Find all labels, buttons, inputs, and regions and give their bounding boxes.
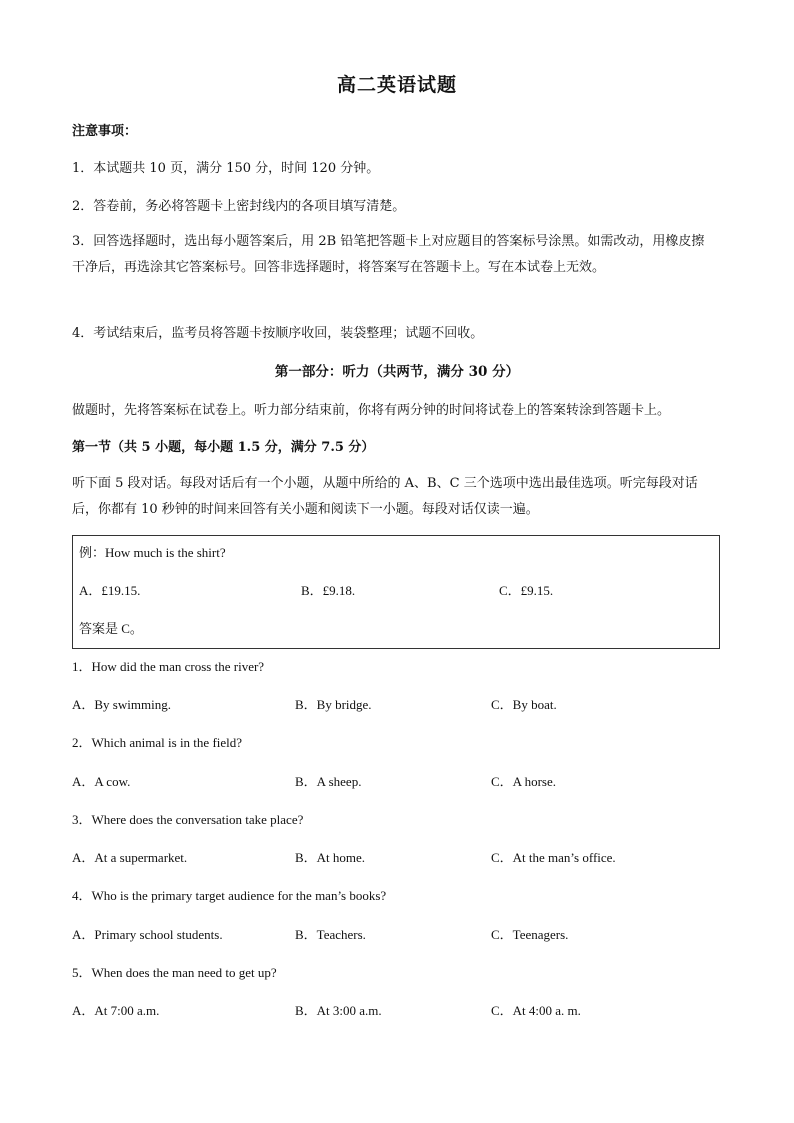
question-4-option-c: C．Teenagers. [491, 927, 569, 942]
question-2-stem: 2．Which animal is in the field? [72, 735, 243, 750]
question-3-option-c: C．At the man’s office. [491, 850, 616, 865]
question-5-option-b: B．At 3:00 a.m. [295, 1003, 382, 1018]
question-3-stem: 3．Where does the conversation take place? [72, 812, 304, 827]
question-4-option-b: B．Teachers. [295, 927, 366, 942]
question-1-stem: 1．How did the man cross the river? [72, 659, 265, 674]
part1-title: 第一部分：听力（共两节，满分 30 分） [274, 364, 520, 380]
section1-instruction: 听下面 5 段对话。每段对话后有一个小题，从题中所给的 A、B、C 三个选项中选出最佳选项。听完每段对话后，你都有 10 秒钟的时间来回答有关小题和阅读下一小题。每段对话仅读一遍。 [72, 476, 698, 517]
example-question: 例：How much is the shirt? [79, 545, 226, 560]
example-option-c: C．£9.15. [499, 583, 554, 598]
question-5-option-c: C．At 4:00 a. m. [491, 1003, 581, 1018]
notice-item-1: 1．本试题共 10 页，满分 150 分，时间 120 分钟。 [72, 161, 380, 176]
example-option-a: A．£19.15. [79, 583, 141, 598]
notice-item-4: 4．考试结束后，监考员将答题卡按顺序收回，装袋整理；试题不回收。 [72, 326, 484, 341]
question-5-option-a: A．At 7:00 a.m. [72, 1003, 160, 1018]
question-2-option-b: B．A sheep. [295, 774, 362, 789]
question-1-option-a: A．By swimming. [72, 697, 171, 712]
question-3-option-b: B．At home. [295, 850, 366, 865]
example-box [72, 535, 720, 649]
question-4-option-a: A．Primary school students. [72, 927, 223, 942]
notice-heading: 注意事项： [72, 124, 138, 139]
example-option-b: B．£9.18. [301, 583, 356, 598]
question-1-option-b: B．By bridge. [295, 697, 372, 712]
question-2-option-c: C．A horse. [491, 774, 557, 789]
notice-item-2: 2．答卷前，务必将答题卡上密封线内的各项目填写清楚。 [72, 199, 406, 214]
question-1-option-c: C．By boat. [491, 697, 557, 712]
question-3-option-a: A．At a supermarket. [72, 850, 188, 865]
notice-item-3: 3．回答选择题时，选出每小题答案后，用 2B 铅笔把答题卡上对应题目的答案标号涂黑。如需改动，用橡皮擦干净后，再选涂其它答案标号。回答非选择题时，将答案写在答题卡上。写在本试卷上无效。 [72, 234, 705, 275]
section1-title: 第一节（共 5 小题，每小题 1.5 分，满分 7.5 分） [72, 440, 375, 455]
question-2-option-a: A．A cow. [72, 774, 131, 789]
example-answer: 答案是 C。 [79, 621, 143, 636]
part1-instruction: 做题时，先将答案标在试卷上。听力部分结束前，你将有两分钟的时间将试卷上的答案转涂到答题卡上。 [72, 403, 671, 418]
question-4-stem: 4．Who is the primary target audience for the man’s books? [72, 888, 387, 903]
question-5-stem: 5．When does the man need to get up? [72, 965, 277, 980]
page-title: 高二英语试题 [336, 74, 457, 96]
